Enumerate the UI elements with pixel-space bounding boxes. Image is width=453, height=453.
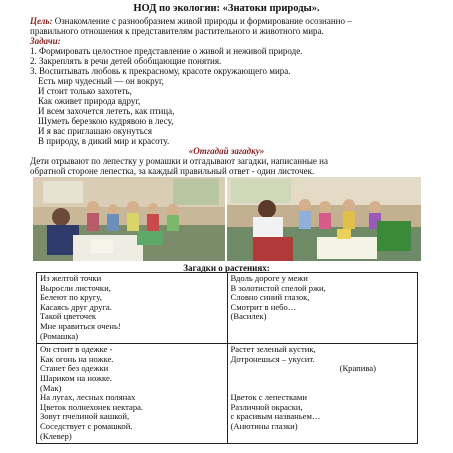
game-text-1: Дети отрывают по лепестку у ромашки и отгадывают загадки, написанные на [30,156,328,166]
poem-line: И всем захочется лететь, как птица, [38,106,175,116]
task-item: 1. Формировать целостное представление о живой и неживой природе. [30,46,303,56]
riddle-line: Такой цветочек [40,311,97,322]
riddle-line: Вдоль дороге у межи [230,273,308,283]
riddle-line: Выросли листочки, [40,282,111,293]
poem-line: Шуметь березкою кудрявою в лесу, [38,116,174,126]
goal-label: Цель: [30,16,53,26]
riddle-cell-left [37,344,228,444]
riddle-answer: (Василек) [230,311,267,322]
riddle-line: Соседствует с ромашкой. [40,420,133,431]
game-title: «Отгадай загадку» [188,146,265,156]
riddle-answer: (Клевер) [40,430,72,441]
riddle-answer: (Мак) [40,382,62,393]
goal-text-1: Ознакомление с разнообразием живой природы и формирование осознанно – [54,16,352,26]
riddle-line: Цветок с лепестками [230,392,307,403]
riddle-line: Зовут пчелиной кашкой, [40,411,130,422]
riddle-answer: (Анютины глазки) [230,420,298,431]
poem-line: И стоит только захотеть, [38,86,132,96]
riddle-answer: (Ромашка) [40,330,79,341]
goal-text-2: правильного отношения к представителям растительного и животного мира. [30,26,324,36]
riddle-line: Растет зеленый кустик, [230,344,316,355]
riddle-line: Как огонь на ножке. [40,353,114,364]
riddle-line: Станет без одежки [40,363,109,374]
task-item: 3. Воспитывать любовь к прекрасному, красоте окружающего мира. [30,66,291,76]
riddle-answer: (Крапива) [339,363,376,374]
photo-row [33,177,421,261]
table-title: Загадки о растениях: [183,263,270,273]
page-title: НОД по экологии: «Знатоки природы». [133,3,320,14]
poem-line: Есть мир чудесный — он вокруг, [38,76,164,86]
riddle-line: Белеют по кругу, [40,292,102,303]
riddle-line: В золотистой спелой ржи, [230,282,326,293]
riddle-cell-left [37,273,228,344]
riddle-line: На лугах, лесных полянах [40,392,136,403]
table-row [37,273,418,344]
table-row [37,344,418,444]
riddle-line: Дотронешься – укусит. [230,353,315,364]
riddle-line: Различной окраски, [230,401,303,412]
riddle-line: Мне нравиться очень! [40,320,121,331]
riddle-cell-right [227,273,418,344]
riddle-line: с красивым названьем… [230,411,321,422]
game-text-2: обратной стороне лепестка, за каждый правильный ответ - один листочек. [30,166,315,176]
task-item: 2. Закреплять в речи детей обобщающие понятия. [30,56,222,66]
riddle-line: Шариком на ножке. [40,372,112,383]
spacer [231,374,415,384]
poem-line: В природу, в дикий мир и красоту. [38,136,170,146]
goal-line-1 [30,16,352,26]
tasks-label: Задачи: [30,36,61,46]
riddle-line: Он стоит в одежке - [40,344,113,355]
riddle-line: Касаясь друг друга. [40,301,112,312]
riddle-line: Словно синий глазок, [230,292,310,303]
classroom-photo-right [227,177,421,261]
poem-line: И я вас приглашаю окунуться [38,126,152,136]
riddle-line: Из желтой точки [40,273,102,283]
riddle-line: Смотрит в небо… [230,301,297,312]
riddle-line: Цветок полнехонек нектара. [40,401,144,412]
riddle-cell-right [227,344,418,444]
riddles-table [36,272,418,444]
classroom-photo-left [33,177,225,261]
poem-line: Как оживет природа вдруг, [38,96,141,106]
